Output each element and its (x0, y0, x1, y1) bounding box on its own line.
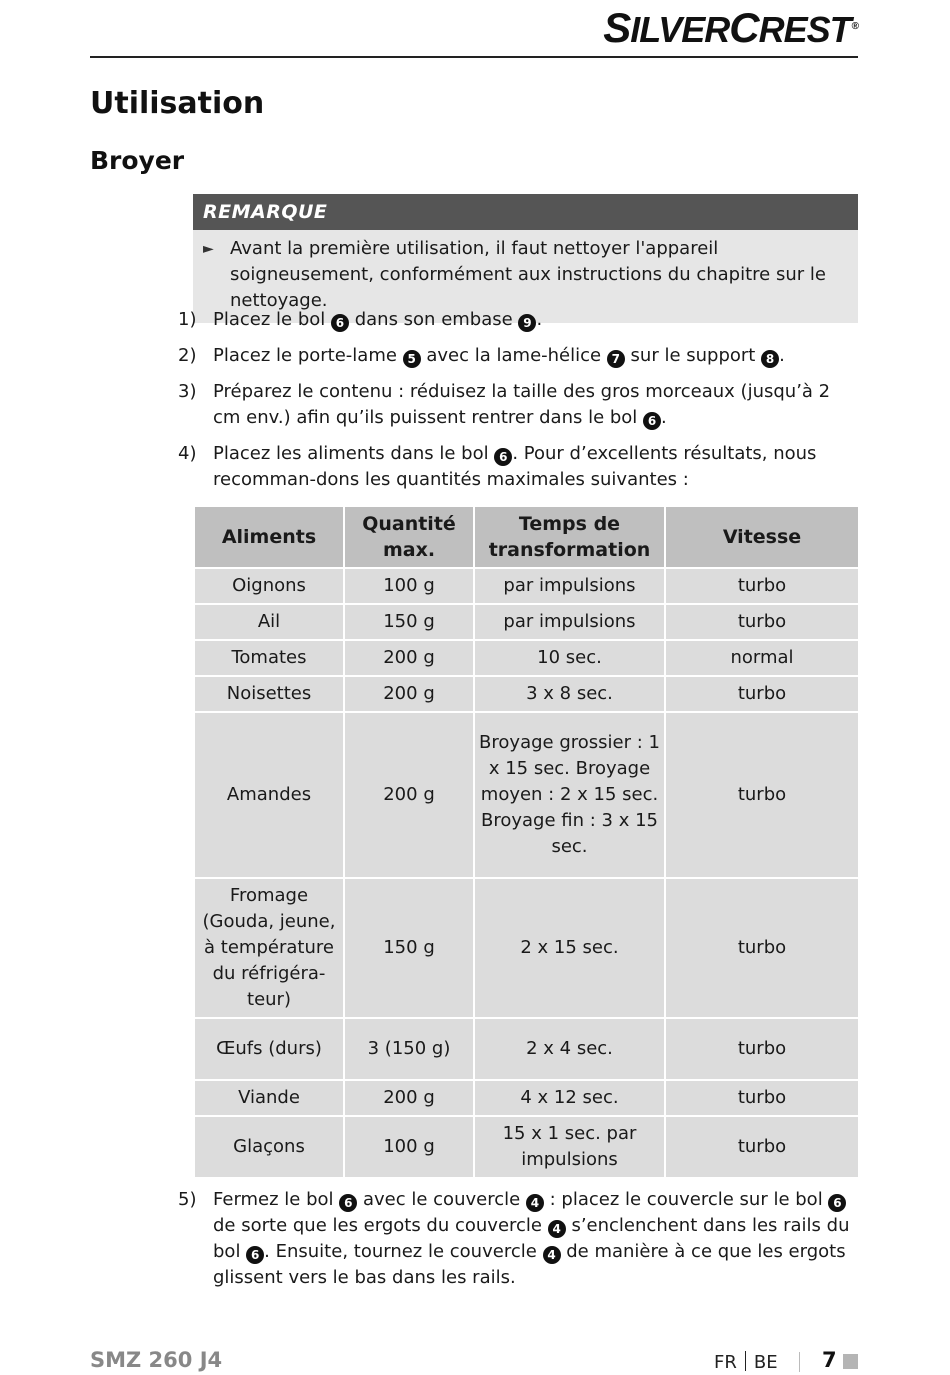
step-item (178, 1187, 858, 1291)
step-item (178, 343, 858, 369)
note-title: REMARQUE (193, 194, 858, 230)
table-row (194, 604, 859, 640)
table-cell: turbo (665, 676, 859, 712)
step-text: avec la lame-hélice (420, 345, 607, 366)
table-cell: turbo (665, 1116, 859, 1178)
page-number: 7 (822, 1348, 837, 1372)
step-text: Placez le bol (213, 309, 331, 330)
step-text: . (661, 407, 667, 428)
table-cell: Tomates (194, 640, 344, 676)
table-cell: turbo (665, 878, 859, 1018)
food-table (193, 505, 860, 1179)
table-cell: 3 (150 g) (344, 1018, 474, 1080)
part-number-badge: 6 (331, 314, 349, 332)
lang-fr: FR (714, 1352, 737, 1373)
table-cell: Noisettes (194, 676, 344, 712)
table-cell: par impulsions (474, 604, 665, 640)
note-text: Avant la première utilisation, il faut nettoyer l'appareil soigneusement, conformément aux instructions du chapitre sur le nettoyage. (230, 238, 826, 311)
brand-logo (603, 4, 858, 52)
part-number-badge: 7 (607, 350, 625, 368)
part-number-badge: 5 (403, 350, 421, 368)
table-row (194, 1018, 859, 1080)
part-number-badge: 4 (548, 1220, 566, 1238)
table-header-row (194, 506, 859, 568)
step-text: avec le couvercle (357, 1189, 526, 1210)
step-number: 3) (178, 381, 197, 402)
header-divider (90, 56, 858, 58)
table-cell: Amandes (194, 712, 344, 878)
note-box (193, 194, 858, 323)
table-cell: 200 g (344, 1080, 474, 1116)
part-number-badge: 6 (828, 1194, 846, 1212)
footer-divider (799, 1352, 800, 1372)
table-cell: 15 x 1 sec. par impulsions (474, 1116, 665, 1178)
table-cell: 100 g (344, 568, 474, 604)
table-cell: 200 g (344, 676, 474, 712)
step-item (178, 379, 858, 431)
brand-part: ILVER (630, 9, 730, 50)
table-cell: 4 x 12 sec. (474, 1080, 665, 1116)
table-cell: normal (665, 640, 859, 676)
step-item (178, 307, 858, 333)
table-cell: 2 x 4 sec. (474, 1018, 665, 1080)
part-number-badge: 4 (543, 1246, 561, 1264)
table-row (194, 1080, 859, 1116)
part-number-badge: 8 (761, 350, 779, 368)
triangle-bullet-icon: ► (203, 241, 214, 257)
table-cell: Ail (194, 604, 344, 640)
step-text: sur le support (624, 345, 762, 366)
footer-model: SMZ 260 J4 (90, 1348, 223, 1372)
table-cell: Oignons (194, 568, 344, 604)
header-temps: Temps de transformation (474, 506, 665, 568)
step-text: : placez le couvercle sur le bol (543, 1189, 829, 1210)
part-number-badge: 6 (246, 1246, 264, 1264)
table-cell: 2 x 15 sec. (474, 878, 665, 1018)
table-row (194, 640, 859, 676)
table-cell: Fromage (Gouda, jeune, à température du réfrigéra-teur) (194, 878, 344, 1018)
table-cell: turbo (665, 604, 859, 640)
step-text: . Ensuite, tournez le couvercle (264, 1241, 543, 1262)
step-text: . (536, 309, 543, 330)
step-text: dans son embase (348, 309, 519, 330)
step-text: de manière à ce que les ergots glissent vers le bas dans les rails. (213, 1241, 846, 1288)
steps-list-bottom (178, 1187, 858, 1291)
step-text: . (779, 345, 785, 366)
table-cell: 200 g (344, 712, 474, 878)
table-cell: Glaçons (194, 1116, 344, 1178)
table-cell: 200 g (344, 640, 474, 676)
part-number-badge: 6 (339, 1194, 357, 1212)
page-title: Utilisation (90, 86, 265, 121)
step-text: s’enclenchent dans les rails du bol (213, 1215, 850, 1262)
step-number: 5) (178, 1189, 197, 1210)
footer-languages (714, 1351, 778, 1373)
step-item (178, 441, 858, 493)
table-cell: 150 g (344, 604, 474, 640)
step-text: Placez les aliments dans le bol (213, 443, 495, 464)
part-number-badge: 6 (494, 448, 512, 466)
table-row (194, 568, 859, 604)
table-cell: par impulsions (474, 568, 665, 604)
table-cell: Œufs (durs) (194, 1018, 344, 1080)
step-text: Placez le porte-lame (213, 345, 403, 366)
table-cell: turbo (665, 712, 859, 878)
step-number: 2) (178, 345, 197, 366)
part-number-badge: 6 (643, 412, 661, 430)
table-cell: turbo (665, 1080, 859, 1116)
part-number-badge: 4 (526, 1194, 544, 1212)
table-cell: 100 g (344, 1116, 474, 1178)
table-cell: 3 x 8 sec. (474, 676, 665, 712)
lang-be: BE (753, 1352, 778, 1373)
table-cell: turbo (665, 1018, 859, 1080)
part-number-badge: 9 (518, 314, 536, 332)
brand-letter: S (603, 4, 631, 51)
section-title: Broyer (90, 146, 185, 175)
lang-separator (745, 1351, 746, 1371)
table-cell: turbo (665, 568, 859, 604)
registered-mark: ® (851, 21, 858, 32)
step-text: Préparez le contenu : réduisez la taille des gros morceaux (jusqu’à 2 cm env.) afin qu’ils puissent rentrer dans le bol (213, 381, 831, 428)
header-quantite: Quantité max. (344, 506, 474, 568)
table-row (194, 1116, 859, 1178)
step-number: 4) (178, 443, 197, 464)
step-text: . Pour d’excellents résultats, nous recomman-dons les quantités maximales suivantes : (213, 443, 817, 490)
step-text: Fermez le bol (213, 1189, 340, 1210)
brand-part: REST (758, 9, 851, 50)
table-cell: Broyage grossier : 1 x 15 sec. Broyage moyen : 2 x 15 sec. Broyage fin : 3 x 15 sec. (474, 712, 665, 878)
table-cell: Viande (194, 1080, 344, 1116)
header-aliments: Aliments (194, 506, 344, 568)
header-vitesse: Vitesse (665, 506, 859, 568)
table-row (194, 676, 859, 712)
table-row (194, 712, 859, 878)
table-cell: 10 sec. (474, 640, 665, 676)
steps-list-top (178, 307, 858, 493)
table-row (194, 878, 859, 1018)
step-text: de sorte que les ergots du couvercle (213, 1215, 548, 1236)
brand-letter: C (729, 4, 759, 51)
page-square-icon (843, 1354, 858, 1369)
table-cell: 150 g (344, 878, 474, 1018)
step-number: 1) (178, 309, 197, 330)
